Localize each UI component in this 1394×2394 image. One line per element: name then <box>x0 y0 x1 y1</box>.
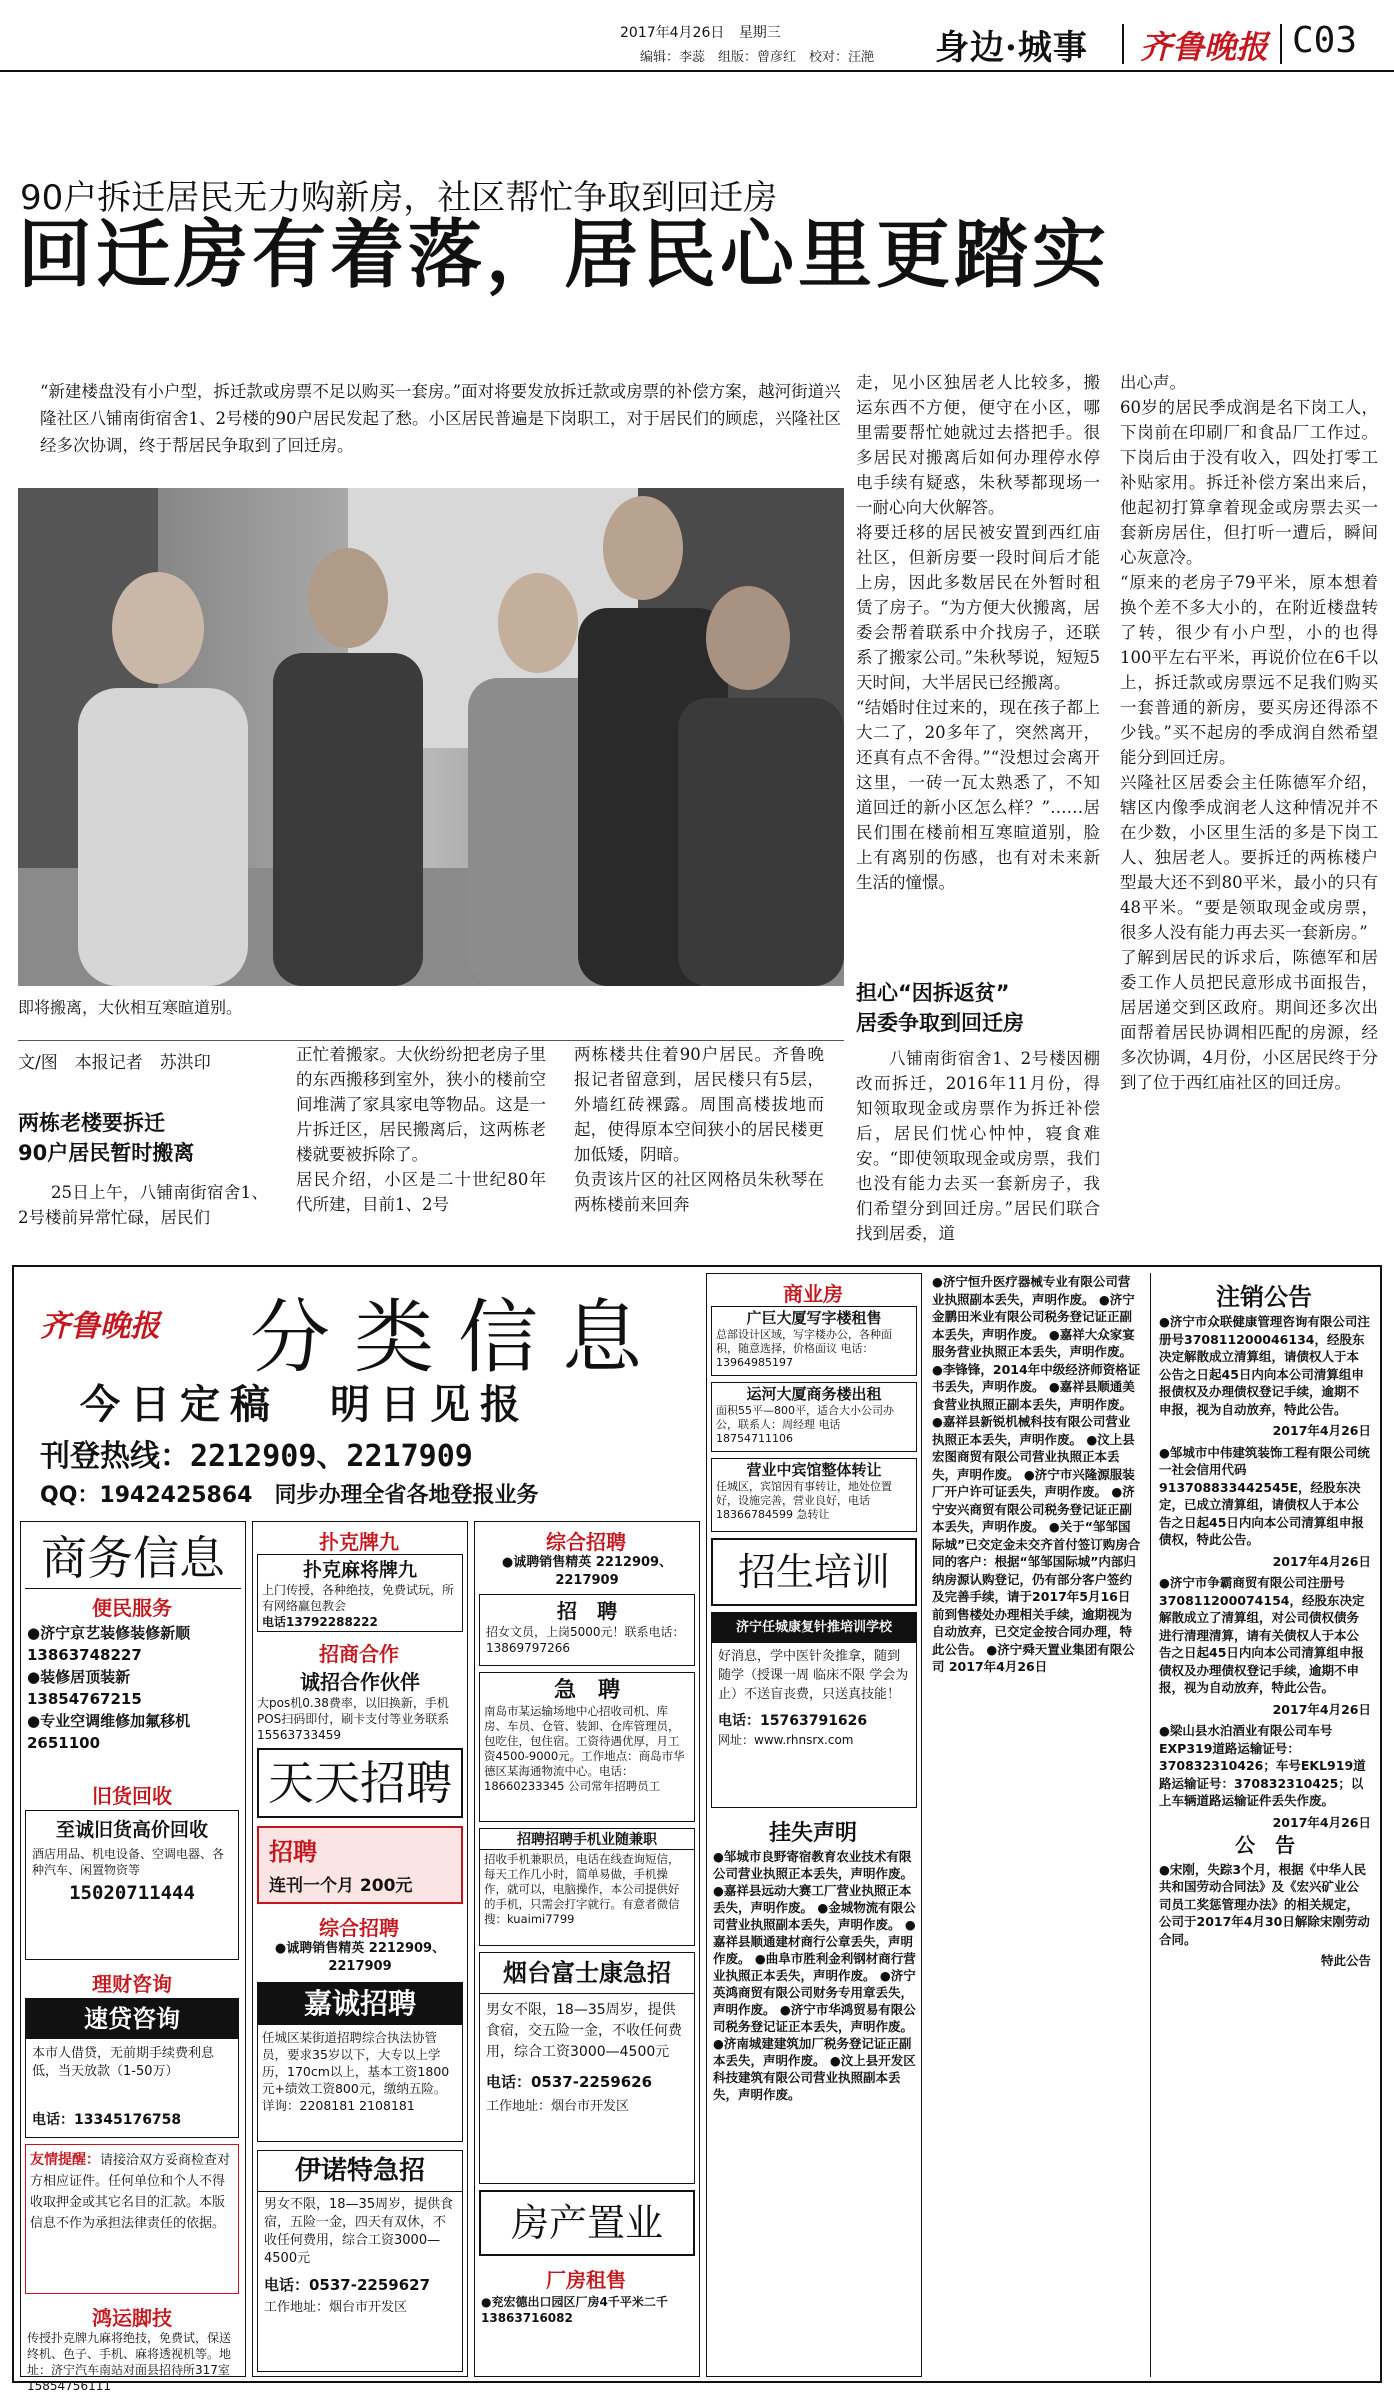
yinuo-phone: 电话：0537-2259627 <box>264 2276 431 2294</box>
headline: 回迁房有着落，居民心里更踏实 <box>18 212 1110 298</box>
zp-body: 招女文员，上岗5000元！联系电话：13869797266 <box>486 1625 685 1655</box>
yinuo-body: 男女不限，18—35周岁，提供食宿，五险一金，四天有双休，不收任何费用，综合工资3000—4500元 <box>264 2197 454 2266</box>
jipin-body: 南岛市某运输场地中心招收司机、库房、车员、仓管、装卸、仓库管理员，包吃住，包住宿。工资待遇优厚，月工资4500-9000元。工作地点：商岛市华德区某海通物流中心。电话：18660233345 公司常年招聘员工 <box>484 1704 685 1793</box>
jiuhuo-body: 酒店用品、机电设备、空调电器、各种汽车、闲置物资等 <box>32 1847 225 1877</box>
section-title: 身边·城事 <box>935 28 1088 68</box>
page-number: C03 <box>1292 20 1358 61</box>
cancel-list <box>1159 1313 1371 1974</box>
classified-qq: QQ：1942425864 同步办理全省各地登报业务 <box>40 1483 539 1508</box>
col-4b: 八铺南街宿舍1、2号楼因棚改而拆迁，2016年11月份，得知领取现金或房票作为拆迁补偿后，居民们忧心忡忡，寝食难安。“即使领取现金或房票，我们也没有能力去买一套新房子，我们希望分到回迁房。”居民们联合找到居委，道 <box>856 1049 1100 1243</box>
sudai-box <box>25 1998 239 2138</box>
jiuhuo-title: 至诚旧货高价回收 <box>55 1819 208 1841</box>
photo-caption: 即将搬离，大伙相互寒暄道别。 <box>18 998 243 1017</box>
cancel-column <box>1150 1273 1376 2377</box>
col-3: 两栋楼共住着90户居民。齐鲁晚报记者留意到，居民楼只有5层，外墙红砖裸露。周围高楼拔地而起，使得原本空间狭小的居民楼更加低矮，阴暗。 负责该片区的社区网格员朱秋琴在两栋楼前来回奔 <box>574 1045 824 1214</box>
classified-logo: 齐鲁晚报 <box>40 1309 160 1344</box>
shangye-column <box>706 1273 922 2377</box>
list-item: ●专业空调维修加氟移机 2651100 <box>27 1712 191 1752</box>
jiacheng-box <box>257 1982 463 2142</box>
shangye-header: 商业房 <box>783 1282 843 1306</box>
gonggao-title: 公 告 <box>1235 1833 1295 1857</box>
licai-header: 理财咨询 <box>92 1972 172 1996</box>
b1-box <box>711 1306 917 1376</box>
date: 2017年4月26日 <box>620 25 725 41</box>
bianmin-header: 便民服务 <box>92 1596 172 1620</box>
col-2: 正忙着搬家。大伙纷纷把老房子里的东西搬移到室外，狭小的楼前空间堆满了家具家电等物品。这是一片拆迁区，居民搬离后，这两栋老楼就要被拆除了。 居民介绍，小区是二十世纪80年代所建，目前1、2号 <box>296 1045 546 1214</box>
jiacheng-body: 任城区某街道招聘综合执法协管员，要求35岁以下，大专以上学历，170cm以上，基本工资1800元+绩效工资800元，缴纳五险。详询：2208181 2108181 <box>262 2030 450 2113</box>
yinuo-addr: 工作地址：烟台市开发区 <box>264 2300 408 2315</box>
school-web: 网址：www.rhnsrx.com <box>718 1733 854 1747</box>
notice-item: ●济宁市争霸商贸有限公司注册号370811200074154，经股东决定解散成立了清算组，对公司债权债务进行清理清算，请有关债权人于本公告之日起45日内向本公司清算组申报债权及办理债权登记手续，逾期不申报，视为自动放弃，特此公告。 <box>1159 1575 1365 1695</box>
b1-title: 广巨大厦写字楼租售 <box>746 1309 882 1327</box>
school-phone: 电话：15763791626 <box>718 1713 868 1729</box>
cancel-title: 注销公告 <box>1216 1283 1312 1311</box>
header-rule <box>0 70 1394 72</box>
business-column <box>20 1521 246 2393</box>
list-item: ●装修居顶装新 13854767215 <box>27 1668 142 1708</box>
b1-body: 总部设计区域，写字楼办公，各种面积，随意选择，价格面议 电话：13964985197 <box>716 1328 892 1369</box>
b3-body: 任城区，宾馆因有事转让，地处位置好，设施完善，营业良好，电话 18366784599 急转让 <box>716 1480 892 1521</box>
tip-title: 友情提醒： <box>30 2152 100 2168</box>
zp-title: 招 聘 <box>557 1599 617 1623</box>
editors: 编辑：李蕊 组版：曾彦红 校对：汪滟 <box>640 50 875 65</box>
tip-body: 请接洽双方妥商检查对方相应证件。任何单位和个人不得收取押金或其它名目的汇款。本版信息不作为承担法律责任的依据。 <box>30 2153 231 2231</box>
lede: “新建楼盘没有小户型，拆迁款或房票不足以购买一套房。”面对将要发放拆迁款或房票的补偿方案，越河街道兴隆社区八铺南街宿舍1、2号楼的90户居民发起了愁。小区居民普遍是下岗职工，对于居民们的顾虑，兴隆社区经多次协调，终于帮居民争取到了回迁房。 <box>40 382 841 455</box>
cheng-box <box>257 1666 463 1742</box>
notice-date: 2017年4月26日 <box>1272 1814 1371 1830</box>
classified-hotline: 刊登热线：2212909、2217909 <box>40 1439 473 1474</box>
zonghe2-body: ●诚聘销售精英 2212909、2217909 <box>274 1941 446 1974</box>
changfang-body: ●兖宏德出口园区厂房4千平米二千 13863716082 <box>481 2295 668 2325</box>
header-divider <box>1122 24 1124 64</box>
notices-column <box>928 1273 1144 2377</box>
zhaosheng-title: 招生培训 <box>711 1538 917 1606</box>
b2-title: 运河大厦商务楼出租 <box>746 1385 882 1403</box>
jiuhuo-phone: 15020711444 <box>69 1882 195 1904</box>
notice-item: ●济宁市众联健康管理咨询有限公司注册号370811200046134，经股东决定解散成立清算组，请债权人于本公告之日起45日内向本公司清算组申报债权及办理债权登记手续，逾期不申报，视为自动放弃，特此公告。 <box>1159 1314 1370 1417</box>
tiantian-title: 天天招聘 <box>257 1748 463 1818</box>
yinuo-box <box>257 2150 463 2372</box>
classified-section <box>12 1265 1382 2393</box>
hongyun-header: 鸿运脚技 <box>92 2306 172 2330</box>
weekday: 星期三 <box>738 25 781 41</box>
zhaopin-price: 连刊一个月 200元 <box>269 1876 413 1896</box>
classified-title: 分类信息 <box>250 1291 666 1384</box>
cheng-title: 诚招合作伙伴 <box>300 1670 420 1694</box>
sudai-body: 本市人借贷，无前期手续费利息低，当天放款（1-50万） <box>32 2046 215 2079</box>
paper-logo: 齐鲁晚报 <box>1140 28 1269 66</box>
yantai-phone: 电话：0537-2259626 <box>486 2073 653 2091</box>
fangchan-title: 房产置业 <box>479 2190 695 2256</box>
b3-title: 营业中宾馆整体转让 <box>746 1461 882 1479</box>
jiuhuo-header: 旧货回收 <box>92 1784 172 1808</box>
puke-column <box>252 1521 468 2377</box>
b2-body: 面积55平—800平，适合大小公司办公，联系人：周经理 电话18754711106 <box>716 1404 894 1445</box>
hongyun-body: 传授扑克牌九麻将绝技，免费试，保送终机、色子、手机、麻将透视机等。地址：济宁汽车南站对面县招待所317室 15854756111 <box>27 2331 232 2393</box>
notice-sign: 特此公告 <box>1320 1953 1371 1968</box>
byline: 文/图 本报记者 苏洪印 <box>18 1053 211 1073</box>
col-5: 出心声。 60岁的居民季成润是名下岗工人，下岗前在印刷厂和食品厂工作过。下岗后由于没有收入，四处打零工补贴家用。拆迁补偿方案出来后，他起初打算拿着现金或房票去买一套新房居住，但打听一遭后，瞬间心灰意冷。 “原来的老房子79平米，原本想着换个差不多大小的，在附近楼盘转了转，很少有小户型，小的也得100平左右平米，再说价位在6千以上，拆迁款或房票远不足我们购买一套普通的新房，要买房还得添不少钱。”买不起房的季成润自然希望能分到回迁房。 兴隆社区居委会主任陈德军介绍，辖区内像季成润老人这种情况并不在少数，小区里生活的多是下岗工人、独居老人。要拆迁的两栋楼户型最大还不到80平米，最小的只有48平米。“要是领取现金或房票，很多人没有能力再去买一套新房。” 了解到居民的诉求后，陈德军和居委工作人员把民意形成书面报告，居居递交到区政府。期间还多次出面帮着居民协调相匹配的房源，经多次协调，4月份，小区居民终于分到了位于西红庙社区的回迁房。 <box>1120 373 1378 1092</box>
zhaopin-price-box <box>257 1826 463 1904</box>
yantai-body: 男女不限，18—35周岁，提供食宿，交五险一金，不收任何费用，综合工资3000—4500元 <box>486 2002 682 2060</box>
puke-box-title: 扑克麻将牌九 <box>302 1559 417 1581</box>
zonghe-header: 综合招聘 <box>546 1530 626 1554</box>
puke-box-phone: 电话13792288222 <box>262 1615 378 1629</box>
puke-box <box>257 1554 463 1632</box>
classified-slogan: 今日定稿 明日见报 <box>80 1381 530 1428</box>
b2-box <box>711 1382 917 1452</box>
changfang-header: 厂房租售 <box>546 2268 626 2292</box>
sudai-title: 速贷咨询 <box>26 1999 238 2039</box>
school-title: 济宁任城康复针推培训学校 <box>712 1613 916 1643</box>
kicker: 90户拆迁居民无力购新房，社区帮忙争取到回迁房 <box>20 178 778 218</box>
jiacheng-title: 嘉诚招聘 <box>258 1983 462 2025</box>
guashi-header: 挂失声明 <box>768 1821 857 1846</box>
yantai-title: 烟台富士康急招 <box>480 1953 694 1994</box>
school-body: 好消息，学中医针灸推拿，随到随学（授课一周 临床不限 学会为止）不送盲丧费，只送真技能！ <box>718 1649 909 1702</box>
puke-box-body: 上门传授，各种绝技，免费试玩，所有网络赢包教会 <box>262 1583 455 1613</box>
puke-header: 扑克牌九 <box>319 1530 399 1554</box>
business-title: 商务信息 <box>25 1522 241 1589</box>
classified-masthead <box>20 1273 700 1513</box>
jipin-title: 急 聘 <box>553 1678 620 1703</box>
zhaopin-lead: 招聘 <box>269 1838 317 1866</box>
jipin-box <box>479 1672 695 1822</box>
list-item: ●济宁京艺装修装修新顺 13863748227 <box>27 1624 191 1664</box>
school-box <box>711 1612 917 1808</box>
notice-item: ●邹城市中伟建筑装饰工程有限公司统一社会信用代码913708833442545E，经股东决定，已成立清算组，请债权人于本公告之日起45日内向本公司清算组申报债权，特此公告。 <box>1159 1444 1370 1547</box>
zonghe-column <box>474 1521 700 2377</box>
tip-box <box>25 2144 239 2294</box>
bianmin-list <box>27 1622 239 1754</box>
notice-date: 2017年4月26日 <box>1272 1553 1371 1569</box>
guashi-body: ●邹城市良野寄宿教育农业技术有限公司营业执照正本丢失，声明作废。 ●嘉祥县远动大赛工厂营业执照正本丢失，声明作废。 ●金城物流有限公司营业执照副本丢失，声明作废。 ●嘉祥县顺通建材商行公章丢失，声明作废。 ●曲阜市胜利金利钢材商行营业执照正本丢失，声明作废。 ●济宁英鸿商贸有限公司财务专用章丢失，声明作废。 ●济宁市华鸿贸易有限公司税务登记证正本丢失，声明作废。 ●济南城建建筑加厂税务登记证正副本丢失，声明作废。 ●汶上县开发区科技建筑有限公司营业执照副本丢失，声明作废。 <box>713 1849 916 2102</box>
cheng-body: 大pos机0.38费率，以旧换新，手机POS扫码即付，刷卡支付等业务联系 15563733459 <box>257 1696 450 1742</box>
zonghe2-header: 综合招聘 <box>319 1916 399 1940</box>
news-photo <box>18 488 844 986</box>
notice-item: ●宋刚，失踪3个月，根据《中华人民共和国劳动合同法》及《宏兴矿业公司员工奖惩管理办法》的相关规定，公司于2017年4月30日解除宋刚劳动合同。 <box>1159 1861 1370 1947</box>
yinuo-title: 伊诺特急招 <box>258 2151 462 2192</box>
col-4a: 走，见小区独居老人比较多，搬运东西不方便，便守在小区，哪里需要帮忙她就过去搭把手。很多居民对搬离后如何办理停水停电手续有疑惑，朱秋琴都现场一一耐心向大伙解答。 将要迁移的居民被安置到西红庙社区，但新房要一段时间后才能上房，因此多数居民在外暂时租赁了房子。“为方便大伙搬离，居委会帮着联系中介找房子，还联系了搬家公司。”朱秋琴说，短短5天时间，大半居民已经搬离。 “结婚时住过来的，现在孩子都上大二了，20多年了，突然离开，还真有点不舍得。”“没想过会离开这里，一砖一瓦太熟悉了，不知道回迁的新小区怎么样？”……居民们围在楼前相互寒暄道别，脸上有离别的伤感，也有对未来新生活的憧憬。 <box>856 373 1100 892</box>
phone-title: 招聘招聘手机业随兼职 <box>480 1829 694 1850</box>
yantai-box <box>479 1952 695 2184</box>
zhaoshang-header: 招商合作 <box>319 1642 399 1666</box>
notices-body: ●济宁恒升医疗器械专业有限公司营业执照副本丢失，声明作废。 ●济宁金鹏田米业有限公司税务登记证正副本丢失，声明作废。 ●嘉祥大众家宴服务营业执照正本丢失，声明作废。 ●李锋锋，2014年中级经济师资格证书丢失，声明作废。 ●嘉祥县顺通美食营业执照正副本丢失，声明作废。 ●嘉祥县新锐机械科技有限公司营业执照正本丢失，声明作废。 ●汶上县宏图商贸有限公司营业执照正本丢失，声明作废。 ●济宁市兴隆源服装厂开户许可证丢失，声明作废。 ●济宁安兴商贸有限公司税务登记证正副本丢失，声明作废。 ●关于“邹邹国际城”已交定金未交齐首付签订购房合同的客户：根据“邹邹国际城”内部归纳房源认购登记，仍有部分客户签约及完善手续，请于2017年5月16日前到售楼处办理相关手续，逾期视为自动放弃，已交定金按合同办理，特此公告。 ●济宁舜天置业集团有限公司 2017年4月26日 <box>932 1274 1141 1674</box>
date-line <box>620 22 781 42</box>
zp-box <box>479 1594 695 1666</box>
notice-date: 2017年4月26日 <box>1272 1423 1371 1438</box>
notice-item: ●梁山县水泊酒业有限公司车号EXP319道路运输证号：370832310426；车号EKL919道路运输证号：370832310425；以上车辆道路运输证件丢失作废。 <box>1159 1723 1366 1808</box>
col-1: 25日上午，八铺南街宿舍1、2号楼前异常忙碌，居民们 <box>18 1183 268 1227</box>
header-divider <box>1280 24 1282 64</box>
subhead-2: 担心“因拆返贫” 居委争取到回迁房 <box>856 981 1024 1035</box>
zonghe-item: ●诚聘销售精英 2212909、2217909 <box>501 1555 673 1588</box>
yantai-addr: 工作地址：烟台市开发区 <box>486 2099 630 2114</box>
rule <box>18 1040 844 1041</box>
phone-body: 招收手机兼职员，电话在线查询短信，每天工作几小时，简单易做，手机操作，就可以，电脑操作，本公司提供好的手机，只需会打字就行。有意者微信搜：kuaimi7799 <box>484 1852 680 1926</box>
sudai-phone: 电话：13345176758 <box>32 2112 182 2128</box>
jiuhuo-box <box>25 1810 239 1960</box>
notice-date: 2017年4月26日 <box>1272 1701 1371 1717</box>
subhead-1: 两栋老楼要拆迁 90户居民暂时搬离 <box>18 1111 195 1165</box>
phone-box <box>479 1828 695 1946</box>
b3-box <box>711 1458 917 1532</box>
